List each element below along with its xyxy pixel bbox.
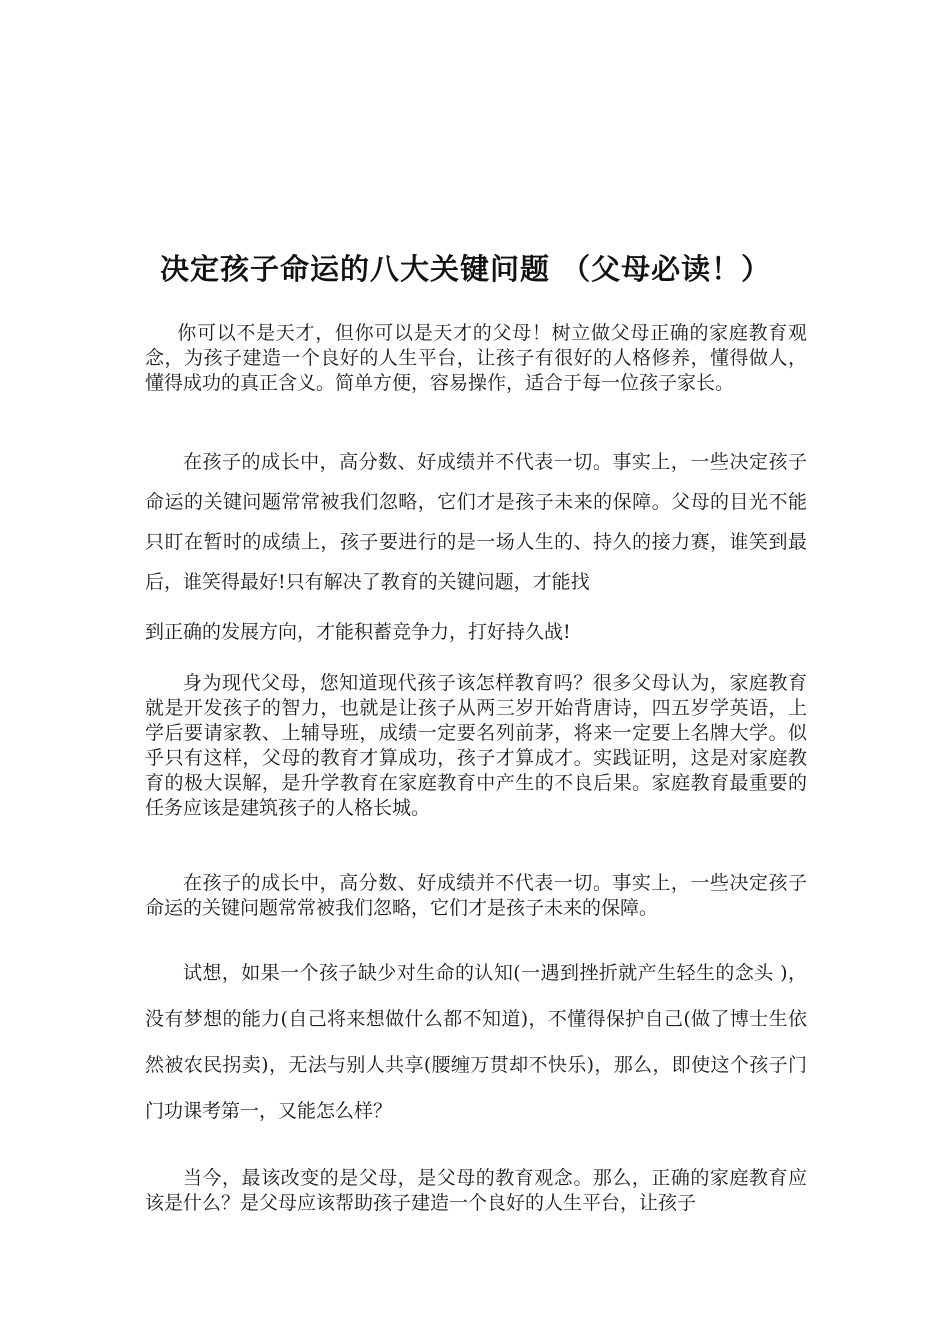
paragraph-today: 当今，最该改变的是父母，是父母的教育观念。那么，正确的家庭教育应该是什么？是父母应该帮助孩子建造一个良好的人生平台，让孩子 (145, 1167, 807, 1214)
paragraph-growth-repeat: 在孩子的成长中，高分数、好成绩并不代表一切。事实上，一些决定孩子命运的关键问题常常被我们忽略，它们才是孩子未来的保障。 (145, 872, 807, 919)
paragraph-growth-last-line: 到正确的发展方向，才能积蓄竞争力，打好持久战! (145, 621, 571, 643)
paragraph-modern-parents: 身为现代父母，您知道现代孩子该怎样教育吗？很多父母认为，家庭教育就是开发孩子的智力，也就是让孩子从两三岁开始背唐诗，四五岁学英语，上学后要请家教、上辅导班，成绩一定要名列前茅，将来一定要上名牌大学。似乎只有这样，父母的教育才算成功，孩子才算成才。实践证明，这是对家庭教育的极大误解，是升学教育在家庭教育中产生的不良后果。家庭教育最重要的任务应该是建筑孩子的人格长城。 (145, 672, 807, 819)
paragraph-imagine: 试想，如果一个孩子缺少对生命的认知(一遇到挫折就产生轻生的念头 )，没有梦想的能力(自己将来想做什么都不知道)，不懂得保护自己(做了博士生依然被农民拐卖)，无法与别人共享(腰缠万贯却不快乐)，那么，即使这个孩子门门功课考第一，又能怎么样？ (145, 962, 807, 1122)
paragraph-growth (145, 442, 807, 652)
paragraph-growth-main: 在孩子的成长中，高分数、好成绩并不代表一切。事实上，一些决定孩子命运的关键问题常常被我们忽略，它们才是孩子未来的保障。父母的目光不能只盯在暂时的成绩上，孩子要进行的是一场人生的、持久的接力赛，谁笑到最后，谁笑得最好!只有解决了教育的关键问题，才能找 (145, 451, 807, 593)
document-title: 决定孩子命运的八大关键问题 （父母必读！） (160, 252, 772, 287)
paragraph-intro: 你可以不是天才，但你可以是天才的父母！树立做父母正确的家庭教育观念，为孩子建造一个良好的人生平台，让孩子有很好的人格修养，懂得做人，懂得成功的真正含义。简单方便，容易操作，适合于每一位孩子家长。 (145, 322, 807, 394)
